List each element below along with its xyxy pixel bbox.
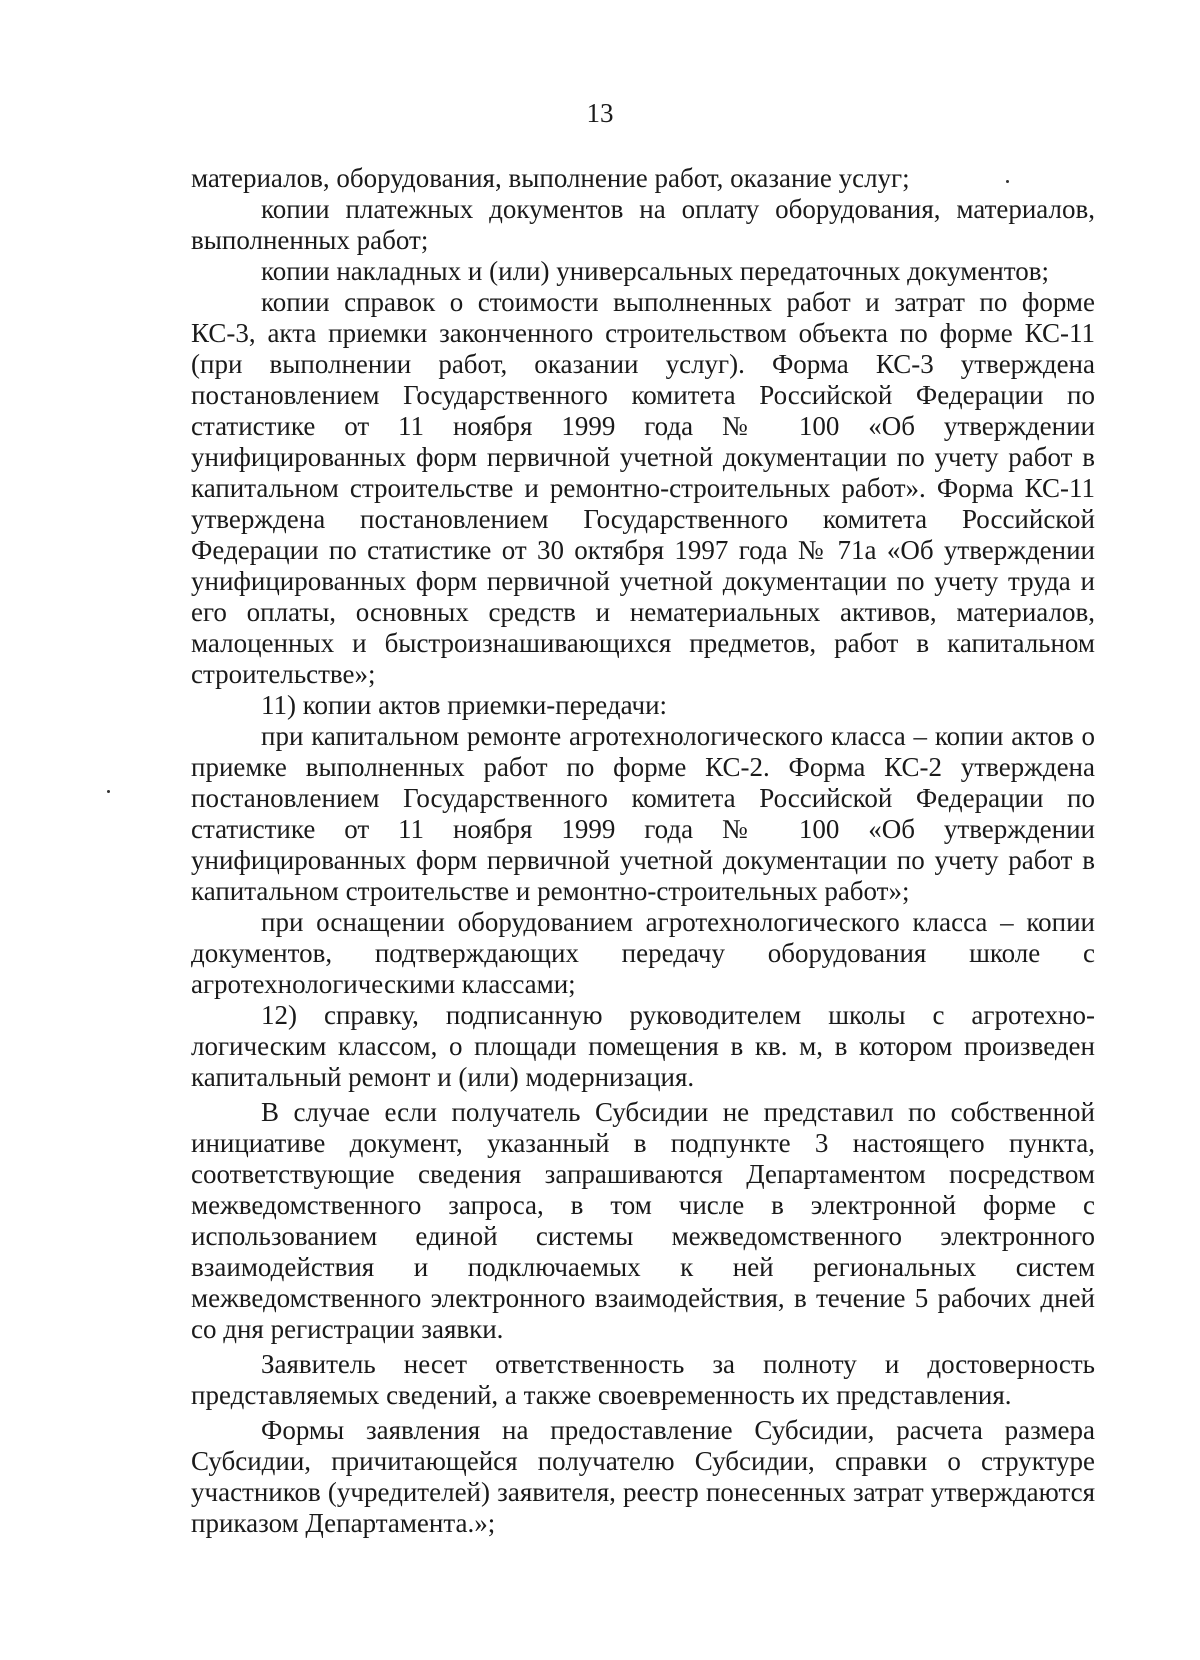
document-body: [191, 163, 1095, 1539]
page-number: 13: [586, 98, 614, 128]
paragraph: при капитальном ремонте агротехнологического класса – копии актов о приемке выполненных работ по форме КС-2. Форма КС-2 утверждена постановлением Государственного комитета Российской Федерации по статистике от 11 ноября 1999 года № 100 «Об утверждении унифицированных форм первичной учетной документации по учету работ в капитальном строительстве и ремонтно-строительных работ»;: [191, 721, 1095, 906]
paragraph: Заявитель несет ответственность за полноту и достоверность представляемых сведений, а также своевременность их представления.: [191, 1349, 1095, 1410]
list-item: 11) копии актов приемки-передачи:: [261, 690, 668, 720]
paragraph: В случае если получатель Субсидии не представил по собственной инициативе документ, указанный в подпункте 3 настоящего пункта, соответствующие сведения запрашиваются Департаментом посредством межведомственного запроса, в том числе в электронной форме с использованием единой системы межведомственного электронного взаимодействия и подключаемых к ней региональных систем межведомственного электронного взаимодействия, в течение 5 рабочих дней со дня регистрации заявки.: [191, 1097, 1095, 1344]
paragraph: Формы заявления на предоставление Субсидии, расчета размера Субсидии, причитающейся получателю Субсидии, справки о структуре участников (учредителей) заявителя, реестр понесенных затрат утверждаются приказом Департамента.»;: [191, 1415, 1095, 1538]
paragraph: копии накладных и (или) универсальных передаточных документов;: [261, 256, 1049, 286]
list-item: 12) справку, подписанную руководителем школы с агротехно-логическим классом, о площади помещения в кв. м, в котором произведен капитальный ремонт и (или) модернизация.: [191, 1000, 1095, 1092]
scan-speck: [107, 790, 110, 793]
paragraph: при оснащении оборудованием агротехнологического класса – копии документов, подтверждающих передачу оборудования школе с агротехнологическими классами;: [191, 907, 1095, 999]
paragraph: материалов, оборудования, выполнение работ, оказание услуг;: [191, 163, 910, 193]
paragraph: копии платежных документов на оплату оборудования, материалов, выполненных работ;: [191, 194, 1095, 255]
paragraph: копии справок о стоимости выполненных работ и затрат по форме КС-3, акта приемки законченного строительством объекта по форме КС-11 (при выполнении работ, оказании услуг). Форма КС-3 утверждена постановлением Государственного комитета Российской Федерации по статистике от 11 ноября 1999 года № 100 «Об утверждении унифицированных форм первичной учетной документации по учету работ в капитальном строительстве и ремонтно-строительных работ». Форма КС-11 утверждена постановлением Государственного комитета Российской Федерации по статистике от 30 октября 1997 года № 71а «Об утверждении унифицированных форм первичной учетной документации по учету труда и его оплаты, основных средств и нематериальных активов, материалов, малоценных и быстроизнашивающихся предметов, работ в капитальном строительстве»;: [191, 287, 1095, 689]
scan-speck: [1006, 180, 1009, 183]
